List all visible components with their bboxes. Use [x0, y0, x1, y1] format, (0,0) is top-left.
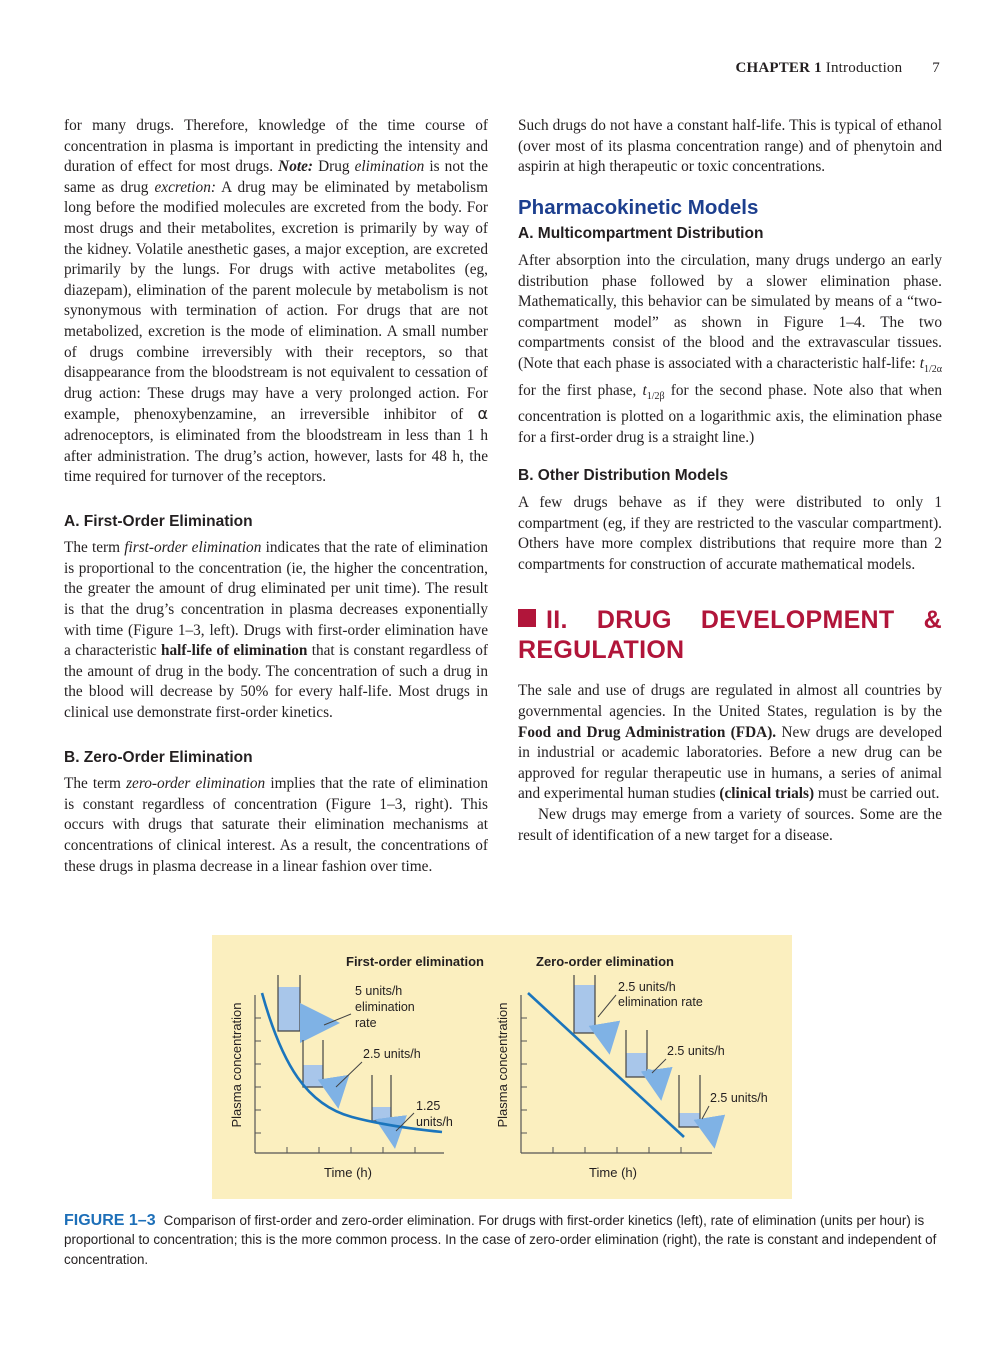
- paragraph-constant-half-life: Such drugs do not have a constant half-life. This is typical of ethanol (over most of its plasma concentration range) and of phenytoin and aspirin at high therapeutic or toxic concentrations.: [518, 117, 942, 176]
- paragraph-multicompartment: After absorption into the circulation, many drugs undergo an early distribution phase followed by a slower elimination phase. Mathematically, this behavior can be simulated by means of a “two-compartment model” as shown in Figure 1–4. The two compartments consist of the blood and the extravascular tissues. (Note that each phase is associated with a characteristic half-life: $t_{1/2\alpha}$ for the first phase, $t_{1/2\beta}$ for the second phase. Note also that when concentration is plotted on a logarithmic axis, the elimination phase for a first-order drug is a straight line.): [518, 251, 942, 446]
- section-square-icon: [518, 609, 536, 627]
- section-title-pharmacokinetic-models: Pharmacokinetic Models: [518, 195, 759, 219]
- chapter-label: CHAPTER 1: [735, 60, 822, 76]
- zero-order-label-rate-mid: 2.5 units/h: [667, 1044, 725, 1058]
- first-order-title: First-order elimination: [346, 954, 484, 969]
- figure-caption: [64, 1211, 944, 1269]
- paragraph-drug-regulation: The sale and use of drugs are regulated in almost all countries by governmental agencies. In the United States, regulation is by the Food and Drug Administration (FDA). New drugs are developed in industrial or academic laboratories. Before a new drug can be approved for regular therapeutic use in humans, a series of animal and experimental human studies (clinical trials) must be carried out.: [518, 682, 942, 803]
- paragraph-elimination-intro: for many drugs. Therefore, knowledge of the time course of concentration in plasma is important in predicting the intensity and duration of effect for most drugs. Note: Drug elimination is not the same as drug excretion: A drug may be eliminated by metabolism long before the modified molecules are excreted from the body. For most drugs and their metabolites, excretion is primarily by way of the kidney. Volatile anesthetic gases, a major exception, are excreted primarily by the lungs. For drugs with active metabolites (eg, diazepam), elimination of the parent molecule by metabolism is not synonymous with termination of action. For drugs that are not metabolized, excretion is the mode of elimination. A small number of drugs combine irreversibly with their receptors, so that disappearance from the bloodstream is not equivalent to cessation of drug action: These drugs may have a very prolonged action. For example, phenoxybenzamine, an irreversible inhibitor of α adrenoceptors, is eliminated from the bloodstream in less than 1 h after administration. The drug’s action, however, lasts for 48 h, the time required for turnover of the receptors.: [64, 117, 488, 486]
- paragraph-other-distribution: A few drugs behave as if they were distributed to only 1 compartment (eg, if they are restricted to the vascular compartment). Others have more complex distributions that require more than 2 compartments for construction of accurate mathematical models.: [518, 494, 942, 573]
- paragraph-new-drugs: New drugs may emerge from a variety of sources. Some are the result of identification of a new target for a disease.: [518, 805, 942, 844]
- first-order-label-units: units/h: [416, 1115, 453, 1129]
- figure-1-3: [212, 935, 792, 1199]
- major-section-title: II. DRUG DEVELOPMENT & REGULATION: [518, 606, 942, 665]
- heading-first-order: A. First-Order Elimination: [64, 512, 253, 530]
- figure-caption-text: Comparison of first-order and zero-order elimination. For drugs with first-order kinetics (left), rate of elimination (units per hour) is proportional to concentration; this is the more common process. In the case of zero-order elimination (right), the rate is constant and independent of concentration.: [64, 1213, 937, 1267]
- heading-other-distribution: B. Other Distribution Models: [518, 467, 729, 485]
- right-column: [518, 116, 942, 846]
- heading-zero-order: B. Zero-Order Elimination: [64, 748, 253, 766]
- running-head: [735, 60, 940, 77]
- zero-order-label-rate-top: 2.5 units/h: [618, 980, 676, 994]
- first-order-label-rate: rate: [355, 1016, 377, 1030]
- first-order-label-rate-5: 5 units/h: [355, 984, 403, 998]
- left-column: [64, 116, 488, 877]
- zero-order-label-rate-bottom: 2.5 units/h: [710, 1091, 768, 1105]
- first-order-label-elimination: elimination: [355, 1000, 415, 1014]
- zero-order-ylabel: Plasma concentration: [495, 1002, 510, 1128]
- first-order-ylabel: Plasma concentration: [229, 1002, 244, 1128]
- first-order-xlabel: Time (h): [324, 1165, 372, 1180]
- paragraph-first-order: The term first-order elimination indicates that the rate of elimination is proportional to the concentration (ie, the higher the concentration, the greater the amount of drug eliminated per unit time). The result is that the drug’s concentration in plasma decreases exponentially with time (Figure 1–3, left). Drugs with first-order elimination have a characteristic half-life of elimination that is constant regardless of the amount of drug in the body. The concentration of such a drug in the blood will decrease by 50% for every half-life. Most drugs in clinical use demonstrate first-order kinetics.: [64, 539, 488, 722]
- heading-multicompartment: A. Multicompartment Distribution: [518, 225, 764, 243]
- chapter-title: Introduction: [825, 60, 903, 76]
- first-order-label-rate-2-5: 2.5 units/h: [363, 1047, 421, 1061]
- first-order-container-2: [303, 1040, 336, 1093]
- page-number: 7: [932, 60, 940, 76]
- first-order-panel: [229, 954, 484, 1180]
- paragraph-zero-order: The term zero-order elimination implies that the rate of elimination is constant regardless of concentration (Figure 1–3, right). This occurs with drugs that saturate their elimination mechanisms at concentrations of clinical interest. As a result, the concentrations of these drugs in plasma decrease in a linear fashion over time.: [64, 775, 488, 875]
- zero-order-label-elimination-rate: elimination rate: [618, 995, 703, 1009]
- zero-order-panel: [495, 954, 768, 1180]
- zero-order-title: Zero-order elimination: [536, 954, 674, 969]
- zero-order-container-3: [679, 1075, 712, 1133]
- figure-label: FIGURE 1–3: [64, 1212, 156, 1229]
- zero-order-xlabel: Time (h): [589, 1165, 637, 1180]
- first-order-container-1: [278, 975, 320, 1031]
- first-order-label-1-25: 1.25: [416, 1099, 441, 1113]
- zero-order-container-2: [626, 1030, 659, 1085]
- zero-order-container-1: [574, 975, 607, 1039]
- figure-illustration: [212, 935, 792, 1199]
